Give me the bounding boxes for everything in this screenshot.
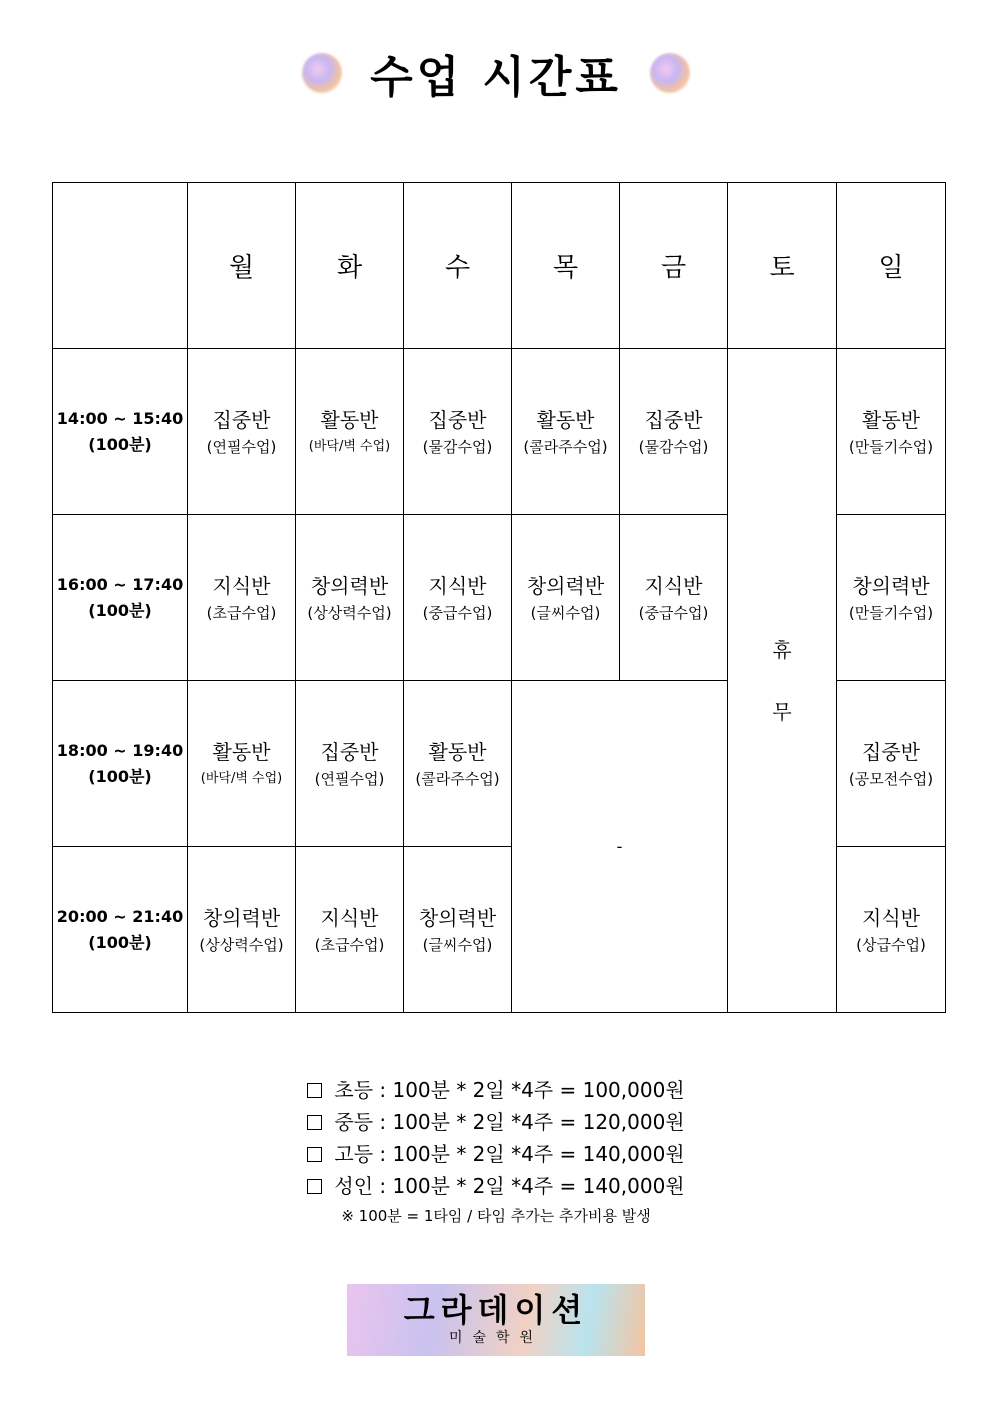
- fee-text: 중등 : 100분 * 2일 *4주 = 120,000원: [334, 1110, 685, 1134]
- time-slot: [53, 349, 188, 515]
- page-title: 수업 시간표: [370, 52, 622, 103]
- class-cell: [837, 349, 946, 515]
- class-cell: [296, 847, 404, 1013]
- class-type: (연필수업): [206, 437, 277, 456]
- checkbox-icon: [307, 1147, 322, 1162]
- class-cell: [404, 349, 512, 515]
- class-cell: [188, 681, 296, 847]
- fee-item: [307, 1170, 684, 1202]
- gradient-orb-right-icon: [650, 53, 690, 93]
- class-type: (만들기수업): [848, 437, 934, 456]
- class-type: (중급수업): [422, 603, 493, 622]
- time-duration: (100분): [88, 600, 152, 620]
- class-type: (초급수업): [314, 935, 385, 954]
- day-header-sun: 일: [837, 183, 946, 349]
- class-type: (상급수업): [856, 935, 926, 954]
- class-type: (물감수업): [638, 437, 709, 456]
- class-cell: [188, 847, 296, 1013]
- fee-item: [307, 1074, 684, 1106]
- checkbox-icon: [307, 1179, 322, 1194]
- class-cell: [404, 847, 512, 1013]
- time-slot: [53, 847, 188, 1013]
- day-header-mon: 월: [188, 183, 296, 349]
- empty-dash: -: [616, 837, 623, 856]
- class-type: (연필수업): [314, 769, 385, 788]
- fee-note: ※ 100분 = 1타임 / 타임 추가는 추가비용 발생: [341, 1207, 651, 1225]
- fee-text: 고등 : 100분 * 2일 *4주 = 140,000원: [334, 1142, 685, 1166]
- schedule-table: [52, 182, 946, 1013]
- class-name: 창의력반: [202, 905, 281, 930]
- day-header-fri: 금: [620, 183, 728, 349]
- corner-cell: [53, 183, 188, 349]
- class-type: (바닥/벽 수업): [308, 438, 391, 454]
- time-range: 20:00 ~ 21:40: [56, 906, 184, 926]
- class-name: 집중반: [644, 407, 703, 432]
- class-name: 집중반: [428, 407, 487, 432]
- class-name: 창의력반: [526, 573, 605, 598]
- header-row: [53, 183, 946, 349]
- class-cell: [404, 515, 512, 681]
- class-type: (공모전수업): [848, 769, 934, 788]
- day-header-thu: 목: [512, 183, 620, 349]
- day-header-wed: 수: [404, 183, 512, 349]
- fee-text: 성인 : 100분 * 2일 *4주 = 140,000원: [334, 1174, 685, 1198]
- class-name: 지식반: [644, 573, 703, 598]
- day-header-sat: 토: [728, 183, 837, 349]
- class-cell: [296, 515, 404, 681]
- class-name: 활동반: [536, 407, 595, 432]
- class-name: 집중반: [862, 739, 920, 764]
- class-cell: [620, 515, 728, 681]
- fee-item: [307, 1138, 684, 1170]
- logo-main-text: 그라데이션: [403, 1291, 589, 1329]
- class-type: (바닥/벽 수업): [200, 770, 283, 786]
- class-name: 지식반: [862, 905, 920, 930]
- time-slot: [53, 515, 188, 681]
- page-header: [0, 38, 992, 108]
- class-name: 활동반: [862, 407, 920, 432]
- time-slot: [53, 681, 188, 847]
- gradient-orb-left-icon: [302, 53, 342, 93]
- time-range: 16:00 ~ 17:40: [56, 574, 184, 594]
- class-type: (초급수업): [206, 603, 277, 622]
- time-range: 14:00 ~ 15:40: [56, 408, 184, 428]
- class-type: (글씨수업): [422, 935, 493, 954]
- fee-text: 초등 : 100분 * 2일 *4주 = 100,000원: [334, 1078, 685, 1102]
- logo-sub-text: 미술학원: [448, 1330, 544, 1346]
- class-type: (콜라주수업): [415, 769, 500, 788]
- class-cell: [512, 349, 620, 515]
- fee-list: [0, 1074, 992, 1230]
- time-duration: (100분): [88, 434, 152, 454]
- time-range: 18:00 ~ 19:40: [56, 740, 184, 760]
- class-name: 활동반: [428, 739, 487, 764]
- time-duration: (100분): [88, 932, 152, 952]
- class-name: 창의력반: [852, 573, 930, 598]
- class-cell: [188, 515, 296, 681]
- class-name: 활동반: [320, 407, 379, 432]
- day-header-tue: 화: [296, 183, 404, 349]
- class-cell: [837, 681, 946, 847]
- table-row: [53, 349, 946, 515]
- time-duration: (100분): [88, 766, 152, 786]
- class-cell: [620, 349, 728, 515]
- class-type: (상상력수업): [199, 935, 284, 954]
- class-name: 창의력반: [310, 573, 389, 598]
- class-name: 활동반: [212, 739, 271, 764]
- class-cell: [837, 515, 946, 681]
- class-name: 지식반: [212, 573, 271, 598]
- class-cell: [296, 349, 404, 515]
- class-type: (글씨수업): [530, 603, 601, 622]
- class-cell: [404, 681, 512, 847]
- empty-block-cell: [512, 681, 728, 1013]
- class-type: (상상력수업): [307, 603, 392, 622]
- class-name: 창의력반: [418, 905, 497, 930]
- checkbox-icon: [307, 1083, 322, 1098]
- class-type: (물감수업): [422, 437, 493, 456]
- closed-char: 휴: [772, 637, 792, 662]
- saturday-closed-cell: [728, 349, 837, 1013]
- class-cell: [512, 515, 620, 681]
- class-type: (중급수업): [638, 603, 709, 622]
- class-name: 집중반: [320, 739, 379, 764]
- checkbox-icon: [307, 1115, 322, 1130]
- class-name: 지식반: [428, 573, 487, 598]
- class-name: 지식반: [320, 905, 379, 930]
- academy-logo: [347, 1284, 645, 1356]
- class-cell: [296, 681, 404, 847]
- class-cell: [188, 349, 296, 515]
- class-type: (콜라주수업): [523, 437, 608, 456]
- fee-item: [307, 1106, 684, 1138]
- class-name: 집중반: [212, 407, 271, 432]
- class-cell: [837, 847, 946, 1013]
- class-type: (만들기수업): [848, 603, 934, 622]
- closed-char: 무: [772, 699, 792, 724]
